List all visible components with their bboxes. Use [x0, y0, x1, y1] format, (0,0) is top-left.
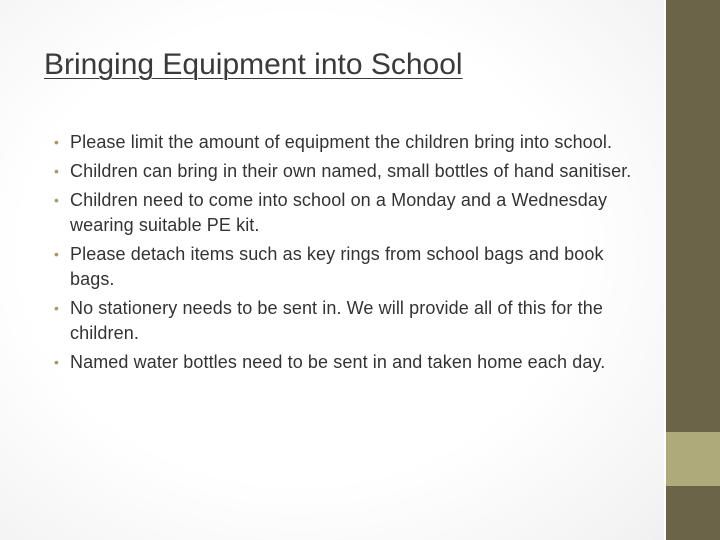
- bullet-text: Named water bottles need to be sent in and taken home each day.: [70, 352, 606, 372]
- bullet-icon: •: [54, 134, 60, 150]
- bullet-item: [52, 296, 632, 346]
- bullet-text: Please detach items such as key rings from school bags and book bags.: [70, 244, 604, 289]
- bullet-icon: •: [54, 163, 60, 179]
- bullet-icon: •: [54, 300, 60, 316]
- bullet-icon: •: [54, 246, 60, 262]
- bullet-item: [52, 130, 632, 155]
- bullet-item: [52, 159, 632, 184]
- bullet-icon: •: [54, 354, 60, 370]
- bullet-icon: •: [54, 192, 60, 208]
- bullet-list: [52, 130, 632, 379]
- bullet-text: Children need to come into school on a Monday and a Wednesday wearing suitable PE kit.: [70, 190, 608, 235]
- slide-title: Bringing Equipment into School: [44, 48, 463, 81]
- bullet-item: [52, 188, 632, 238]
- bullet-text: No stationery needs to be sent in. We will provide all of this for the children.: [70, 298, 603, 343]
- bullet-text: Children can bring in their own named, small bottles of hand sanitiser.: [70, 161, 632, 181]
- side-accent-block: [666, 432, 720, 486]
- bullet-item: [52, 242, 632, 292]
- bullet-item: [52, 350, 632, 375]
- bullet-text: Please limit the amount of equipment the children bring into school.: [70, 132, 613, 152]
